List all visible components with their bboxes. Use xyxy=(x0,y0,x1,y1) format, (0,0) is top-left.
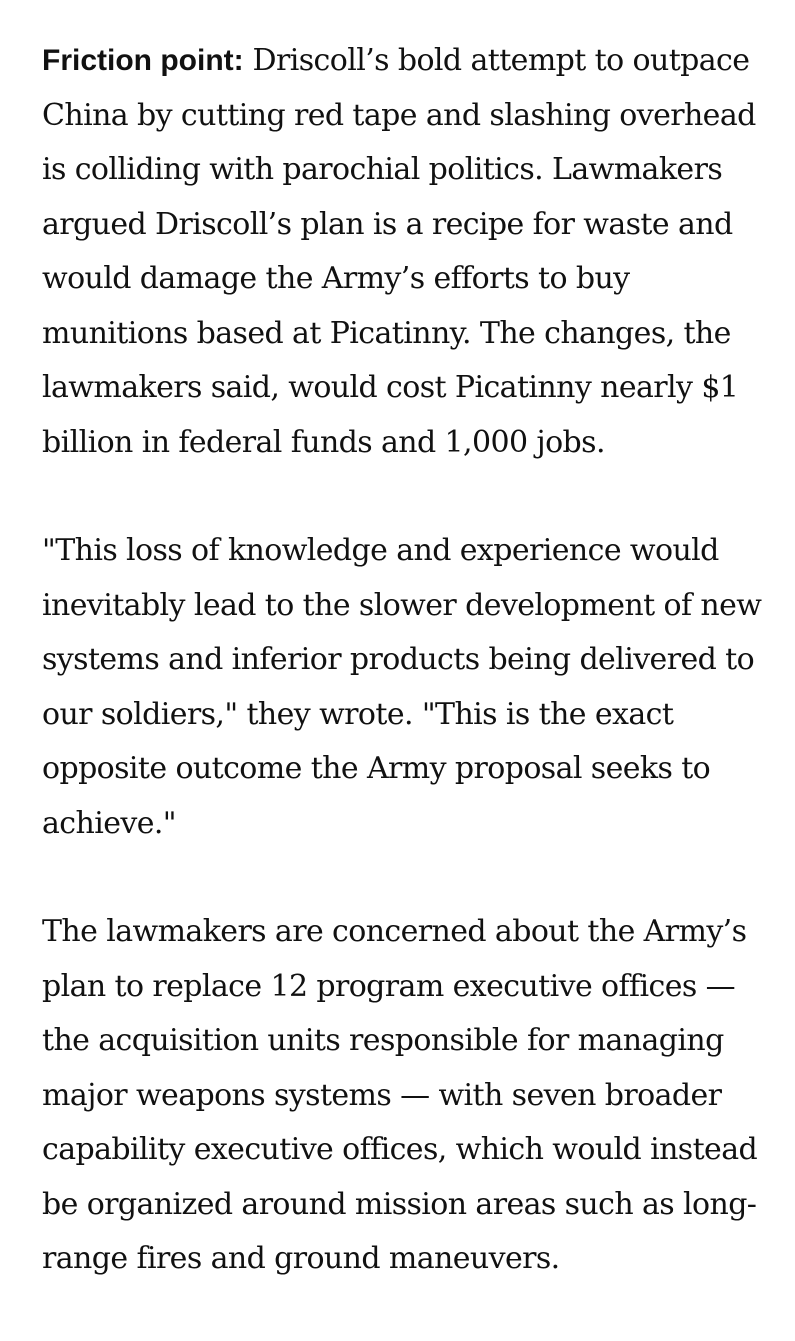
friction-point-label: Friction point: xyxy=(42,44,244,77)
article-body xyxy=(42,34,764,1341)
paragraph-friction-point xyxy=(42,34,764,470)
friction-point-text: Driscoll’s bold attempt to outpace China by cutting red tape and slashing overhead is colliding with parochial politics. Lawmakers argued Driscoll’s plan is a recipe for waste and would damage the Army’s efforts to buy munitions based at Picatinny. The changes, the lawmakers said, would cost Picatinny nearly $1 billion in federal funds and 1,000 jobs. xyxy=(42,43,756,460)
paragraph-quote: "This loss of knowledge and experience would inevitably lead to the slower development of new systems and inferior products being delivered to our soldiers," they wrote. "This is the exact opposite outcome the Army proposal seeks to achieve." xyxy=(42,533,762,841)
paragraph-lawmakers-concern: The lawmakers are concerned about the Army’s plan to replace 12 program executive offices — the acquisition units responsible for managing major weapons systems — with seven broader capability executive offices, which would instead be organized around mission areas such as long-range fires and ground maneuvers. xyxy=(42,914,758,1276)
